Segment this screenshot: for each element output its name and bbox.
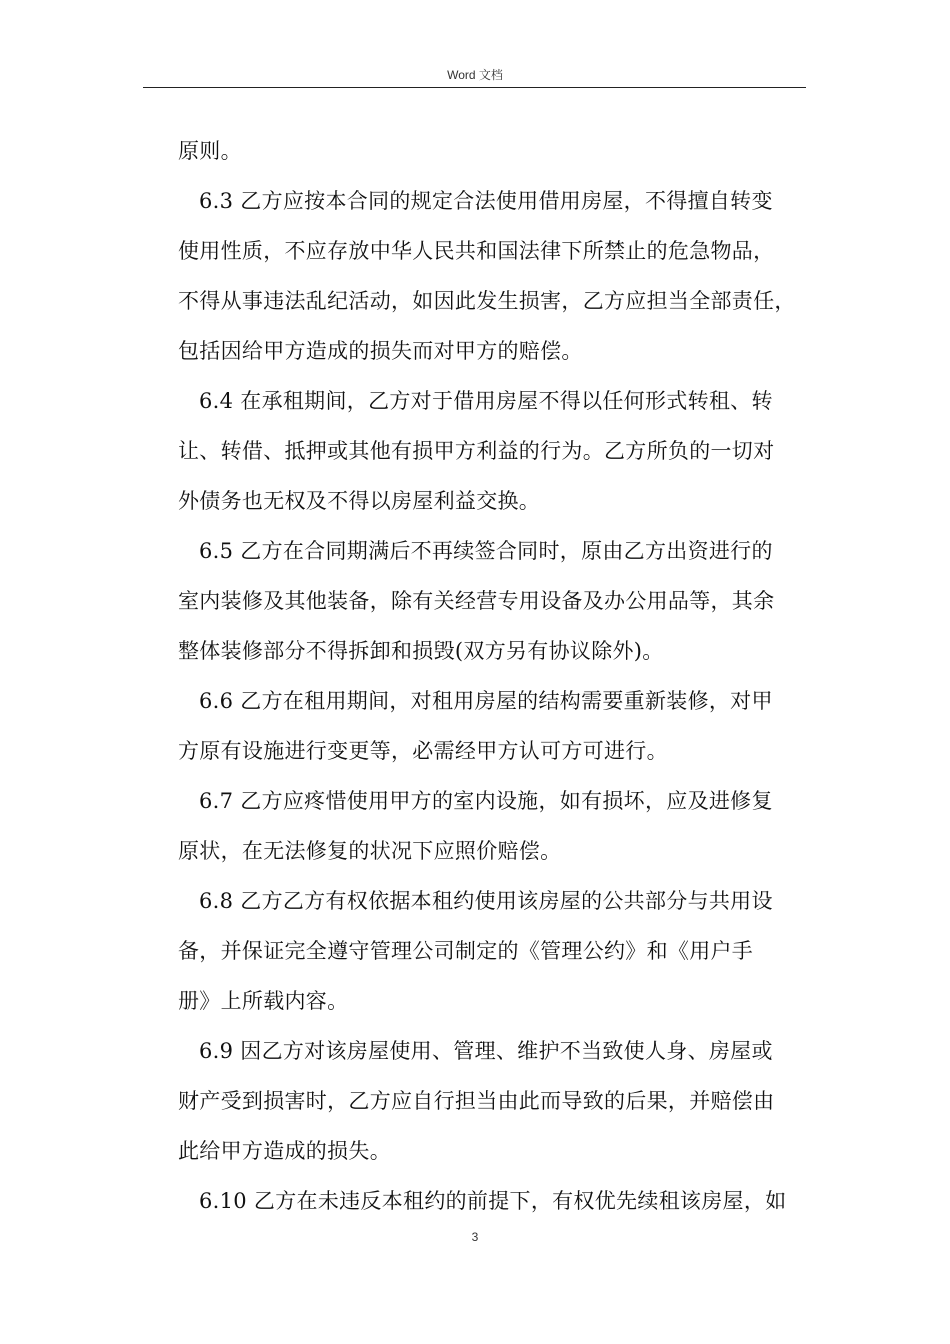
clause-6-8: 6.8 乙方乙方有权依据本租约使用该房屋的公共部分与共用设 (199, 889, 773, 913)
clause-6-7: 6.7 乙方应疼惜使用甲方的室内设施，如有损坏，应及进修复 (199, 789, 773, 813)
clause-6-5: 6.5 乙方在合同期满后不再续签合同时，原由乙方出资进行的 (199, 539, 773, 563)
body-line: 财产受到损害时，乙方应自行担当由此而导致的后果，并赔偿由 (178, 1089, 775, 1113)
clause-6-6: 6.6 乙方在租用期间，对租用房屋的结构需要重新装修，对甲 (199, 689, 773, 713)
clause-6-3: 6.3 乙方应按本合同的规定合法使用借用房屋，不得擅自转变 (199, 189, 773, 213)
body-line: 此给甲方造成的损失。 (178, 1139, 391, 1163)
clause-6-9: 6.9 因乙方对该房屋使用、管理、维护不当致使人身、房屋或 (199, 1039, 773, 1063)
body-line: 外债务也无权及不得以房屋利益交换。 (178, 489, 541, 513)
body-line: 原则。 (178, 139, 242, 163)
body-line: 使用性质，不应存放中华人民共和国法律下所禁止的危急物品， (178, 239, 775, 263)
body-line: 不得从事违法乱纪活动，如因此发生损害，乙方应担当全部责任， (178, 289, 796, 313)
page-header: Word 文档 (447, 68, 503, 82)
page-number: 3 (471, 1230, 479, 1244)
clause-6-4: 6.4 在承租期间，乙方对于借用房屋不得以任何形式转租、转 (199, 389, 773, 413)
body-line: 原状，在无法修复的状况下应照价赔偿。 (178, 839, 562, 863)
body-line: 备，并保证完全遵守管理公司制定的《管理公约》和《用户手 (178, 939, 754, 963)
body-line: 整体装修部分不得拆卸和损毁(双方另有协议除外)。 (178, 639, 664, 663)
body-line: 包括因给甲方造成的损失而对甲方的赔偿。 (178, 339, 583, 363)
body-line: 册》上所载内容。 (178, 989, 349, 1013)
header-divider (143, 87, 806, 88)
document-body (178, 126, 808, 1226)
body-line: 方原有设施进行变更等，必需经甲方认可方可进行。 (178, 739, 668, 763)
body-line: 室内装修及其他装备，除有关经营专用设备及办公用品等，其余 (178, 589, 775, 613)
clause-6-10: 6.10 乙方在未违反本租约的前提下，有权优先续租该房屋，如 (199, 1189, 787, 1213)
body-line: 让、转借、抵押或其他有损甲方利益的行为。乙方所负的一切对 (178, 439, 775, 463)
